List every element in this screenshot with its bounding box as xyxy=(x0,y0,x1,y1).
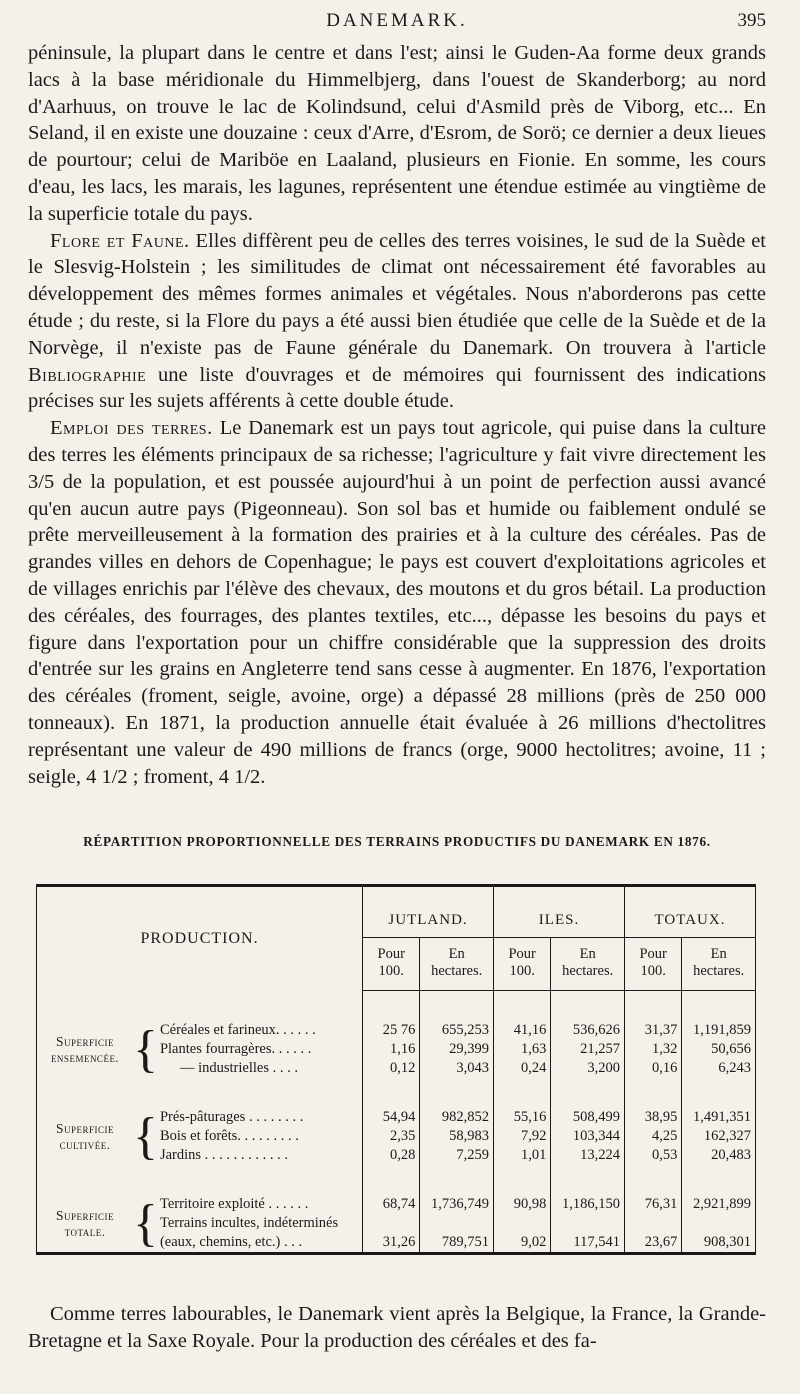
cell: 54,94 xyxy=(363,1078,420,1127)
section-label-totale: Superficie totale. xyxy=(55,1207,114,1239)
cell: 2,921,899 xyxy=(682,1165,756,1214)
cell: 117,541 xyxy=(551,1233,625,1254)
cell: 1,191,859 xyxy=(682,991,756,1041)
cell: 3,043 xyxy=(420,1059,494,1078)
paragraph-land-use xyxy=(28,415,766,790)
section-label-cultivee: Superficie cultivée. xyxy=(55,1120,114,1152)
cell: 41,16 xyxy=(494,991,551,1041)
row-label: Terrains incultes, indéterminés xyxy=(159,1215,339,1232)
cell: 1,01 xyxy=(494,1146,551,1165)
cell: 7,92 xyxy=(494,1127,551,1146)
brace-icon: { xyxy=(133,1020,158,1078)
cell: 23,67 xyxy=(624,1233,681,1254)
row-label: — industrielles . . . . xyxy=(179,1060,298,1077)
paragraph-lakes: péninsule, la plupart dans le centre et dans l'est; ainsi le Guden-Aa forme deux grands lacs à la base méridionale du Himmelbjerg, dans l'ouest de Skanderborg; au nord d'Aarhuus, on trouve le lac de Kolindsund, celui d'Asmild près de Viborg, etc... En Seland, il en existe une douzaine : ceux d'Arre, d'Esrom, de Sorö; ce dernier a deux lieues de pourtour; celui de Mariböe en Laaland, plusieurs en Fionie. En somme, les cours d'eau, les lacs, les marais, les lagunes, représentent une étendue estimée au vingtième de la superficie totale du pays. xyxy=(28,42,766,225)
cell: 162,327 xyxy=(682,1127,756,1146)
jutland-pct-header: Pour 100. xyxy=(363,938,420,991)
row-label: Prés-pâturages . . . . . . . . xyxy=(159,1109,304,1126)
cell: 655,253 xyxy=(420,991,494,1041)
cell: 1,63 xyxy=(494,1040,551,1059)
cell: 536,626 xyxy=(551,991,625,1041)
production-header: PRODUCTION. xyxy=(37,886,363,991)
cell: 90,98 xyxy=(494,1165,551,1214)
flora-text-a: Elles diffèrent peu de celles des terres voisines, le sud de la Suède et le Slesvig-Holstein ; les similitudes de climat ont nécessairement été favorables au développement des mêmes formes animales et végétales. Nous n'aborderons pas cette étude ; du reste, si la Flore du pays a été aussi bien étudiée que celle de la Suède et de la Norvège, il n'existe pas de Faune générale du Danemark. On trouvera à l'article xyxy=(28,229,766,359)
cell: 0,16 xyxy=(624,1059,681,1078)
cell: 1,491,351 xyxy=(682,1078,756,1127)
running-title: DANEMARK. xyxy=(326,10,468,31)
running-head xyxy=(28,0,766,40)
row-label: Jardins . . . . . . . . . . . . xyxy=(159,1147,289,1164)
brace-icon: { xyxy=(133,1194,158,1252)
closing-text xyxy=(28,1301,766,1355)
bibliography-reference: Bibliographie xyxy=(28,363,147,386)
table-caption: RÉPARTITION PROPORTIONNELLE DES TERRAINS PRODUCTIFS DU DANEMARK EN 1876. xyxy=(83,834,711,850)
cell xyxy=(624,1214,681,1233)
brace-icon: { xyxy=(133,1107,158,1165)
cell: 58,983 xyxy=(420,1127,494,1146)
cell xyxy=(363,1214,420,1233)
cell: 1,186,150 xyxy=(551,1165,625,1214)
cell: 982,852 xyxy=(420,1078,494,1127)
row-label: Plantes fourragères. . . . . . xyxy=(159,1041,312,1058)
cell: 21,257 xyxy=(551,1040,625,1059)
cell xyxy=(551,1214,625,1233)
cell: 38,95 xyxy=(624,1078,681,1127)
row-label: (eaux, chemins, etc.) . . . xyxy=(159,1234,303,1251)
cell: 76,31 xyxy=(624,1165,681,1214)
cell: 4,25 xyxy=(624,1127,681,1146)
paragraph-flora-fauna xyxy=(28,228,766,416)
header-totaux: TOTAUX. xyxy=(624,886,755,938)
page-number: 395 xyxy=(737,10,766,31)
cell: 3,200 xyxy=(551,1059,625,1078)
cell: 25 76 xyxy=(363,991,420,1041)
cell: 9,02 xyxy=(494,1233,551,1254)
totaux-ha-header: En hectares. xyxy=(682,938,756,991)
cell: 0,53 xyxy=(624,1146,681,1165)
cell: 29,399 xyxy=(420,1040,494,1059)
table-row xyxy=(37,991,756,1041)
row-label: Céréales et farineux. . . . . . xyxy=(159,1022,316,1039)
flora-text-b: une liste d'ouvrages et de mémoires qui fournissent des indications précises sur les sujets afférents à cette double étude. xyxy=(28,363,766,413)
cell: 6,243 xyxy=(682,1059,756,1078)
cell xyxy=(494,1214,551,1233)
cell: 0,12 xyxy=(363,1059,420,1078)
cell: 31,37 xyxy=(624,991,681,1041)
table-row xyxy=(37,1165,756,1214)
land-distribution-table xyxy=(36,884,756,1255)
section-head-flora: Flore et Faune. xyxy=(50,229,190,252)
header-iles: ILES. xyxy=(494,886,625,938)
iles-pct-header: Pour 100. xyxy=(494,938,551,991)
cell xyxy=(682,1214,756,1233)
cell: 1,16 xyxy=(363,1040,420,1059)
cell: 103,344 xyxy=(551,1127,625,1146)
paragraph-arable-land: Comme terres labourables, le Danemark vient après la Belgique, la France, la Grande-Bretagne et la Saxe Royale. Pour la production des céréales et des fa- xyxy=(28,1303,766,1353)
cell: 7,259 xyxy=(420,1146,494,1165)
table-row xyxy=(37,1078,756,1127)
body-text xyxy=(28,40,766,790)
cell: 31,26 xyxy=(363,1233,420,1254)
cell: 0,28 xyxy=(363,1146,420,1165)
cell: 789,751 xyxy=(420,1233,494,1254)
cell: 13,224 xyxy=(551,1146,625,1165)
cell: 55,16 xyxy=(494,1078,551,1127)
land-use-text: Le Danemark est un pays tout agricole, qui puise dans la culture des terres les éléments principaux de sa richesse; l'agriculture y fait vivre directement les 3/5 de la population, et est poussée aujourd'hui à un point de perfection aussi avancé qu'en aucun autre pays (Pigeonneau). Son sol bas et humide ou faiblement ondulé se prête merveilleusement à la formation des prairies et à la culture des céréales. Pas de grandes villes en dehors de Copenhague; le pays est couvert d'exploitations agricoles et de villages enrichis par l'élève des chevaux, des moutons et du gros bétail. La production des céréales, des fourrages, des plantes textiles, etc..., dépasse les besoins du pays et figure dans l'exportation pour un chiffre considérable que la suppression des droits d'entrée sur les grains en Angleterre tend sans cesse à augmenter. En 1876, l'exportation des céréales (froment, seigle, avoine, orge) a dépassé 28 millions (près de 250 000 tonneaux). En 1871, la production annuelle était évaluée à 26 millions d'hectolitres représentant une valeur de 490 millions de francs (orge, 9000 hectolitres; avoine, 11 ; seigle, 4 1/2 ; froment, 4 1/2. xyxy=(28,417,766,788)
row-label: Territoire exploité . . . . . . xyxy=(159,1196,309,1213)
header-jutland: JUTLAND. xyxy=(363,886,494,938)
row-label: Bois et forêts. . . . . . . . . xyxy=(159,1128,299,1145)
section-head-land-use: Emploi des terres. xyxy=(50,417,213,440)
cell: 2,35 xyxy=(363,1127,420,1146)
totaux-pct-header: Pour 100. xyxy=(624,938,681,991)
cell xyxy=(420,1214,494,1233)
cell: 0,24 xyxy=(494,1059,551,1078)
cell: 508,499 xyxy=(551,1078,625,1127)
iles-ha-header: En hectares. xyxy=(551,938,625,991)
jutland-ha-header: En hectares. xyxy=(420,938,494,991)
section-label-ensemencee: Superficie ensemencée. xyxy=(50,1033,120,1065)
cell: 68,74 xyxy=(363,1165,420,1214)
cell: 1,736,749 xyxy=(420,1165,494,1214)
cell: 20,483 xyxy=(682,1146,756,1165)
cell: 908,301 xyxy=(682,1233,756,1254)
cell: 50,656 xyxy=(682,1040,756,1059)
cell: 1,32 xyxy=(624,1040,681,1059)
